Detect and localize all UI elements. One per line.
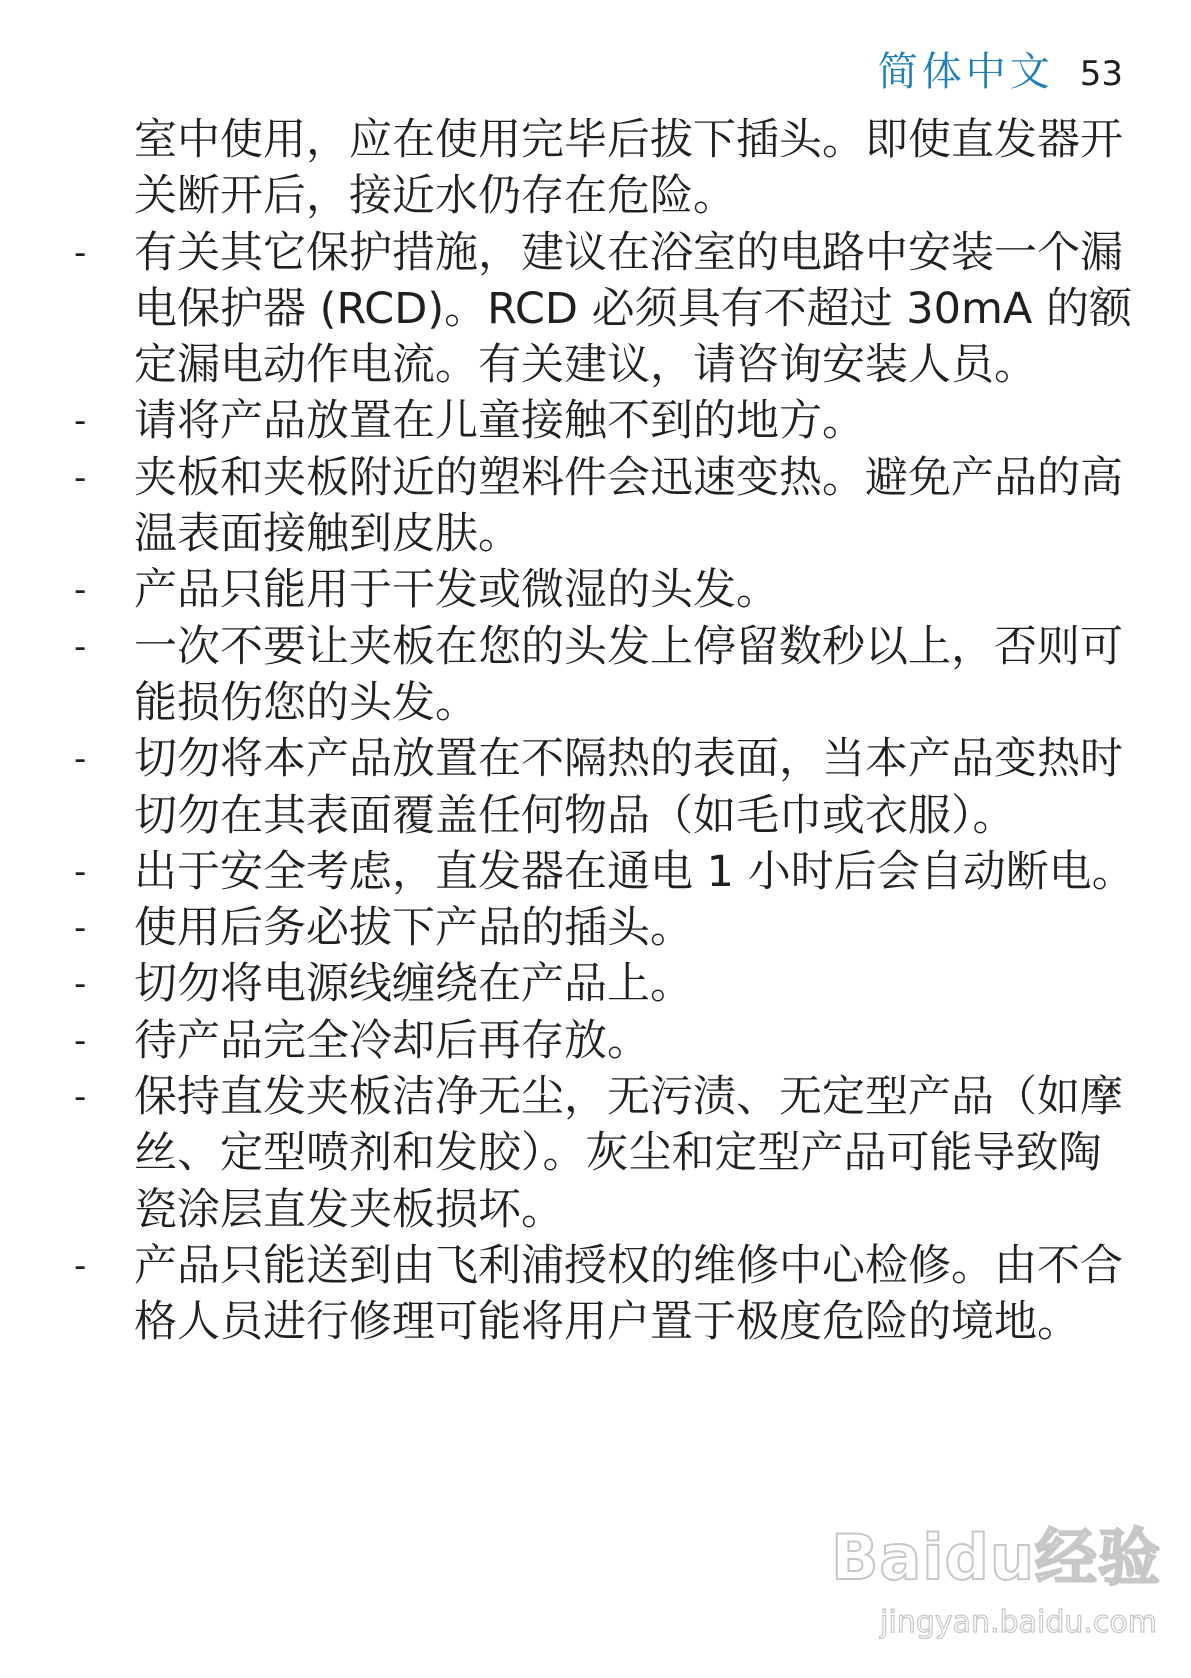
bullet-dash: - xyxy=(74,401,87,442)
item-text: 产品只能用于干发或微湿的头发。 xyxy=(134,565,779,616)
page-number: 53 xyxy=(1079,54,1123,94)
list-item xyxy=(0,731,1144,844)
item-text: 请将产品放置在儿童接触不到的地方。 xyxy=(134,396,865,447)
bullet-dash: - xyxy=(74,1077,87,1118)
watermark-url: jingyan.baidu.com xyxy=(880,1605,1157,1640)
item-text: 待产品完全冷却后再存放。 xyxy=(134,1015,650,1066)
list-item xyxy=(0,956,1144,1012)
list-item xyxy=(0,1069,1144,1238)
item-text: 出于安全考虑，直发器在通电 1 小时后会自动断电。 xyxy=(134,846,1135,897)
list-item xyxy=(0,619,1144,732)
item-text: 夹板和夹板附近的塑料件会迅速变热。避免产品的高温表面接触到皮肤。 xyxy=(134,452,1123,560)
bullet-dash: - xyxy=(74,739,87,780)
safety-list xyxy=(0,112,1191,1351)
bullet-dash: - xyxy=(74,457,87,498)
list-item xyxy=(0,1013,1144,1069)
bullet-dash: - xyxy=(74,1020,87,1061)
list-item xyxy=(0,900,1144,956)
item-text: 室中使用，应在使用完毕后拔下插头。即使直发器开关断开后，接近水仍存在危险。 xyxy=(134,115,1123,222)
item-text: 切勿将本产品放置在不隔热的表面，当本产品变热时切勿在其表面覆盖任何物品（如毛巾或衣服）。 xyxy=(134,734,1123,841)
bullet-dash: - xyxy=(74,626,87,667)
item-text: 使用后务必拔下产品的插头。 xyxy=(134,903,693,954)
item-text: 保持直发夹板洁净无尘，无污渍、无定型产品（如摩丝、定型喷剂和发胶）。灰尘和定型产品可能导致陶瓷涂层直发夹板损坏。 xyxy=(134,1072,1123,1235)
watermark xyxy=(831,1508,1161,1648)
list-item xyxy=(0,844,1144,900)
list-item xyxy=(0,112,1144,225)
language-label: 简体中文 xyxy=(877,49,1054,95)
bullet-dash: - xyxy=(74,1245,87,1286)
list-item xyxy=(0,1238,1144,1351)
bullet-dash: - xyxy=(74,851,87,892)
list-item xyxy=(0,225,1144,394)
item-text: 切勿将电源线缠绕在产品上。 xyxy=(134,959,693,1010)
bullet-dash: - xyxy=(74,232,87,273)
page-header xyxy=(878,40,1123,97)
item-text: 产品只能送到由飞利浦授权的维修中心检修。由不合格人员进行修理可能将用户置于极度危险的境地。 xyxy=(134,1240,1123,1348)
list-item xyxy=(0,562,1144,618)
list-item xyxy=(0,393,1144,449)
item-text: 一次不要让夹板在您的头发上停留数秒以上，否则可能损伤您的头发。 xyxy=(134,621,1123,728)
bullet-dash: - xyxy=(74,570,87,611)
list-item xyxy=(0,450,1144,563)
bullet-dash: - xyxy=(74,964,87,1005)
baidu-logo-watermark: Baidu经验 xyxy=(831,1521,1161,1594)
item-text: 有关其它保护措施，建议在浴室的电路中安装一个漏电保护器 (RCD)。RCD 必须具有不超过 30mA 的额定漏电动作电流。有关建议，请咨询安装人员。 xyxy=(134,227,1132,391)
bullet-dash: - xyxy=(74,908,87,949)
